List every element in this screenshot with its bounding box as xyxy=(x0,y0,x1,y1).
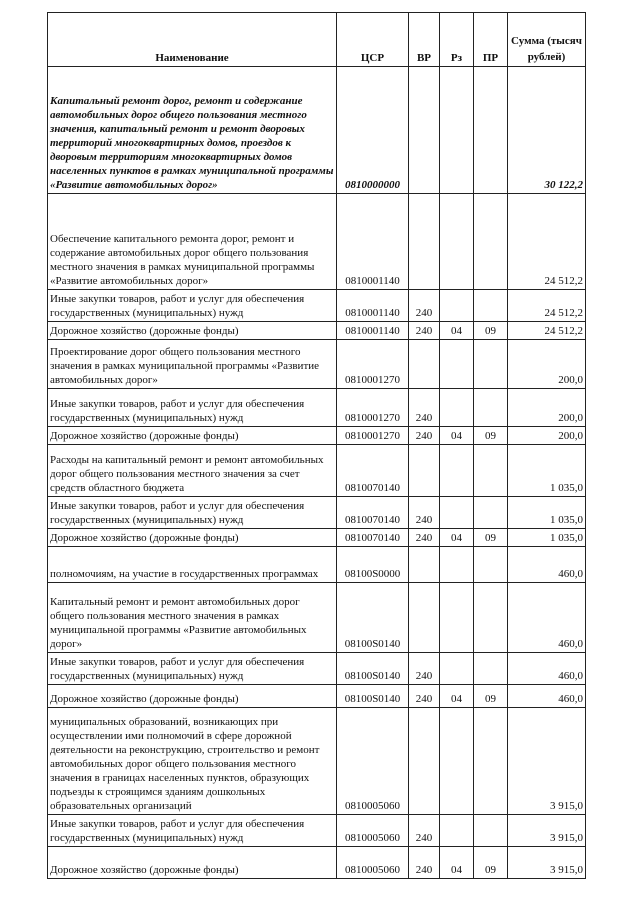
table-row xyxy=(48,583,586,653)
header-csr: ЦСР xyxy=(337,13,409,67)
row-pr: 09 xyxy=(474,322,508,340)
header-pr: ПР xyxy=(474,13,508,67)
row-rz: 04 xyxy=(440,685,474,708)
row-rz xyxy=(440,389,474,427)
row-name: Иные закупки товаров, работ и услуг для обеспечения государственных (муниципальных) нужд xyxy=(48,653,337,685)
row-rz xyxy=(440,583,474,653)
row-rz: 04 xyxy=(440,529,474,547)
row-csr: 0810001270 xyxy=(337,389,409,427)
row-name: Капитальный ремонт дорог, ремонт и содержание автомобильных дорог общего пользования местного значения, капитальный ремонт и ремонт дворовых территорий многоквартирных домов, проездов к дворовым территориям многоквартирных домов населенных пунктов в рамках муниципальной программы «Развитие автомобильных дорог» xyxy=(48,67,337,194)
row-pr xyxy=(474,290,508,322)
table-row xyxy=(48,708,586,815)
row-rz xyxy=(440,67,474,194)
table-row xyxy=(48,847,586,879)
row-pr: 09 xyxy=(474,529,508,547)
table-row xyxy=(48,547,586,583)
table-row xyxy=(48,194,586,290)
row-pr xyxy=(474,583,508,653)
row-rz xyxy=(440,497,474,529)
row-sum: 460,0 xyxy=(508,583,586,653)
budget-table xyxy=(47,12,586,879)
row-pr xyxy=(474,445,508,497)
row-rz xyxy=(440,445,474,497)
row-sum: 1 035,0 xyxy=(508,529,586,547)
row-pr: 09 xyxy=(474,685,508,708)
row-pr xyxy=(474,340,508,389)
row-sum: 1 035,0 xyxy=(508,497,586,529)
row-csr: 08100S0000 xyxy=(337,547,409,583)
row-csr: 0810001140 xyxy=(337,194,409,290)
row-csr: 0810001140 xyxy=(337,322,409,340)
row-name: Дорожное хозяйство (дорожные фонды) xyxy=(48,685,337,708)
row-csr: 08100S0140 xyxy=(337,685,409,708)
header-name: Наименование xyxy=(48,13,337,67)
row-csr: 0810005060 xyxy=(337,847,409,879)
row-vr: 240 xyxy=(409,815,440,847)
table-row xyxy=(48,685,586,708)
row-sum: 24 512,2 xyxy=(508,194,586,290)
row-rz xyxy=(440,290,474,322)
row-csr: 0810070140 xyxy=(337,445,409,497)
row-csr: 0810000000 xyxy=(337,67,409,194)
budget-table-sheet xyxy=(47,12,586,879)
row-vr xyxy=(409,67,440,194)
header-rz: Рз xyxy=(440,13,474,67)
row-pr xyxy=(474,653,508,685)
table-row xyxy=(48,67,586,194)
row-sum: 460,0 xyxy=(508,685,586,708)
table-row xyxy=(48,340,586,389)
row-vr xyxy=(409,708,440,815)
row-vr: 240 xyxy=(409,685,440,708)
row-vr xyxy=(409,340,440,389)
row-sum: 460,0 xyxy=(508,653,586,685)
row-vr: 240 xyxy=(409,497,440,529)
table-row xyxy=(48,497,586,529)
row-vr: 240 xyxy=(409,529,440,547)
row-vr: 240 xyxy=(409,847,440,879)
row-sum: 3 915,0 xyxy=(508,847,586,879)
row-vr xyxy=(409,194,440,290)
row-name: Дорожное хозяйство (дорожные фонды) xyxy=(48,427,337,445)
row-sum: 1 035,0 xyxy=(508,445,586,497)
row-vr: 240 xyxy=(409,322,440,340)
row-rz xyxy=(440,340,474,389)
row-csr: 0810001270 xyxy=(337,427,409,445)
row-rz xyxy=(440,708,474,815)
row-sum: 3 915,0 xyxy=(508,708,586,815)
row-name: Иные закупки товаров, работ и услуг для обеспечения государственных (муниципальных) нужд xyxy=(48,497,337,529)
row-pr xyxy=(474,547,508,583)
row-pr xyxy=(474,194,508,290)
row-csr: 08100S0140 xyxy=(337,583,409,653)
row-name: Расходы на капитальный ремонт и ремонт автомобильных дорог общего пользования местного значения за счет средств областного бюджета xyxy=(48,445,337,497)
row-name: Проектирование дорог общего пользования местного значения в рамках муниципальной программы «Развитие автомобильных дорог» xyxy=(48,340,337,389)
table-row xyxy=(48,445,586,497)
table-row xyxy=(48,322,586,340)
row-pr xyxy=(474,815,508,847)
table-row xyxy=(48,815,586,847)
row-pr xyxy=(474,708,508,815)
row-sum: 24 512,2 xyxy=(508,322,586,340)
header-sum: Сумма (тысяч рублей) xyxy=(508,13,586,67)
row-csr: 0810001270 xyxy=(337,340,409,389)
table-row xyxy=(48,427,586,445)
row-name: Иные закупки товаров, работ и услуг для обеспечения государственных (муниципальных) нужд xyxy=(48,389,337,427)
row-rz: 04 xyxy=(440,847,474,879)
row-csr: 08100S0140 xyxy=(337,653,409,685)
row-vr: 240 xyxy=(409,653,440,685)
row-rz xyxy=(440,547,474,583)
row-name: муниципальных образований, возникающих при осуществлении ими полномочий в сфере дорожной деятельности на реконструкцию, строительство и ремонт автомобильных дорог общего пользования местного значения в границах населенных пунктов, образующих подъезды к строящимся зданиям дошкольных образовательных организаций xyxy=(48,708,337,815)
row-name: Дорожное хозяйство (дорожные фонды) xyxy=(48,322,337,340)
row-pr xyxy=(474,389,508,427)
row-rz xyxy=(440,194,474,290)
row-name: Дорожное хозяйство (дорожные фонды) xyxy=(48,847,337,879)
row-vr xyxy=(409,583,440,653)
row-sum: 460,0 xyxy=(508,547,586,583)
row-sum: 3 915,0 xyxy=(508,815,586,847)
row-name: Обеспечение капитального ремонта дорог, ремонт и содержание автомобильных дорог общего пользования местного значения в рамках муниципальной программы «Развитие автомобильных дорог» xyxy=(48,194,337,290)
table-row xyxy=(48,290,586,322)
table-row xyxy=(48,389,586,427)
row-vr: 240 xyxy=(409,427,440,445)
row-csr: 0810005060 xyxy=(337,708,409,815)
row-csr: 0810005060 xyxy=(337,815,409,847)
row-pr xyxy=(474,497,508,529)
row-pr xyxy=(474,67,508,194)
row-csr: 0810001140 xyxy=(337,290,409,322)
row-rz xyxy=(440,815,474,847)
table-header-row xyxy=(48,13,586,67)
row-rz: 04 xyxy=(440,427,474,445)
row-name: Иные закупки товаров, работ и услуг для обеспечения государственных (муниципальных) нужд xyxy=(48,815,337,847)
row-pr: 09 xyxy=(474,847,508,879)
row-name: полномочиям, на участие в государственных программах xyxy=(48,547,337,583)
header-vr: ВР xyxy=(409,13,440,67)
row-vr: 240 xyxy=(409,389,440,427)
row-vr xyxy=(409,547,440,583)
row-rz: 04 xyxy=(440,322,474,340)
row-name: Дорожное хозяйство (дорожные фонды) xyxy=(48,529,337,547)
row-sum: 200,0 xyxy=(508,389,586,427)
row-rz xyxy=(440,653,474,685)
row-csr: 0810070140 xyxy=(337,529,409,547)
row-csr: 0810070140 xyxy=(337,497,409,529)
row-name: Иные закупки товаров, работ и услуг для обеспечения государственных (муниципальных) нужд xyxy=(48,290,337,322)
row-name: Капитальный ремонт и ремонт автомобильных дорог общего пользования местного значения в рамках муниципальной программы «Развитие автомобильных дорог» xyxy=(48,583,337,653)
row-sum: 30 122,2 xyxy=(508,67,586,194)
table-row xyxy=(48,529,586,547)
row-sum: 200,0 xyxy=(508,427,586,445)
row-vr xyxy=(409,445,440,497)
row-pr: 09 xyxy=(474,427,508,445)
table-row xyxy=(48,653,586,685)
row-sum: 200,0 xyxy=(508,340,586,389)
row-sum: 24 512,2 xyxy=(508,290,586,322)
row-vr: 240 xyxy=(409,290,440,322)
